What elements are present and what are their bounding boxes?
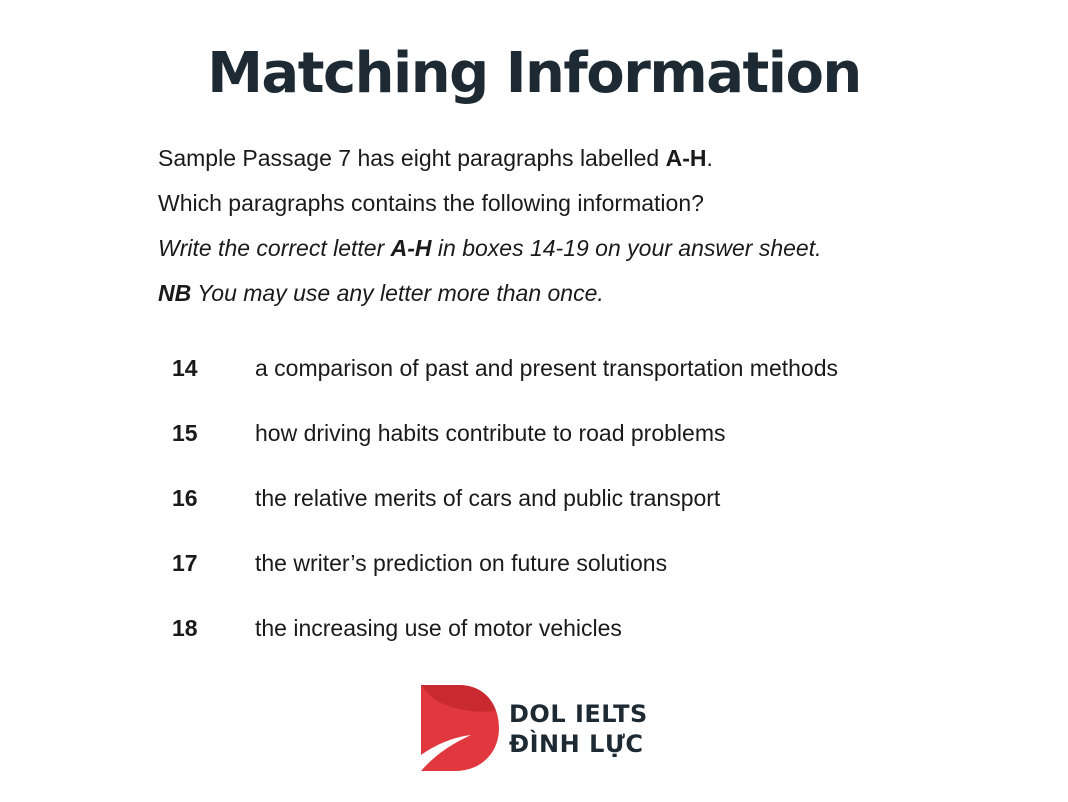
instruction-text: You may use any letter more than once. [191,280,604,306]
question-number: 17 [172,550,198,576]
logo-line-2: ĐÌNH LỰC [509,730,644,758]
question-text: the writer’s prediction on future solutions [255,550,668,576]
instruction-line-4 [158,271,958,316]
question-row [172,414,972,479]
dol-logo-mark-icon [419,685,499,771]
instruction-line-3 [158,226,958,271]
question-number: 15 [172,420,198,446]
instruction-bold: A-H [665,145,707,171]
logo-text [509,699,648,759]
instruction-text: . [706,145,713,171]
instructions [158,136,958,316]
question-row [172,349,972,414]
question-number: 14 [172,355,198,381]
question-row [172,479,972,544]
instruction-text: Which paragraphs contains the following information? [158,190,704,216]
question-text: how driving habits contribute to road problems [255,420,726,446]
instruction-line-1 [158,136,958,181]
question-number: 18 [172,615,198,641]
dol-logo [419,685,659,775]
instruction-bold: A-H [390,235,432,261]
logo-line-1: DOL IELTS [509,700,648,728]
question-number: 16 [172,485,198,511]
instruction-line-2 [158,181,958,226]
instruction-bold: NB [158,280,192,306]
instruction-text: Write the correct letter [158,235,391,261]
question-list [172,349,972,674]
question-row [172,609,972,674]
question-text: a comparison of past and present transportation methods [255,355,839,381]
page-title: Matching Information [207,41,861,106]
instruction-text: Sample Passage 7 has eight paragraphs labelled [158,145,666,171]
question-row [172,544,972,609]
instruction-text: in boxes 14-19 on your answer sheet. [431,235,822,261]
question-text: the increasing use of motor vehicles [255,615,622,641]
question-text: the relative merits of cars and public transport [255,485,721,511]
